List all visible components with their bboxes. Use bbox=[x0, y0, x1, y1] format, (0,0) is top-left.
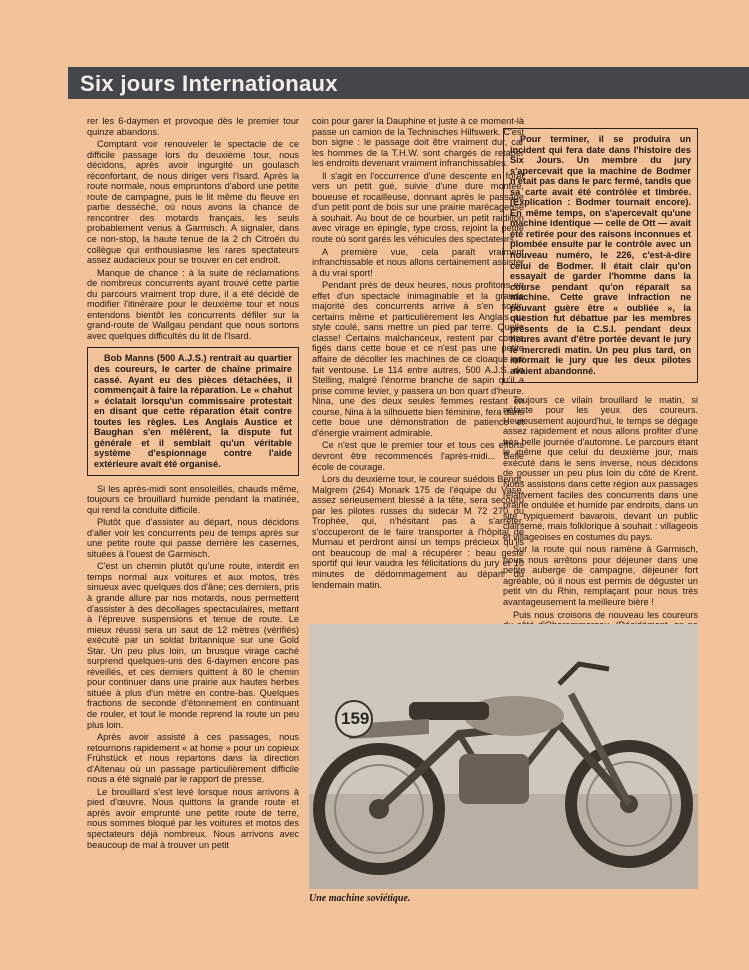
paragraph: Pendant près de deux heures, nous profitons en effet d'un spectacle inimaginable et la grande majorité des concurrents arrive à s'en sortir, certains même et particulièrement les Anglais au style coulé, sans mettre un pied par terre. Quelle classe! Certains malchanceux, restent par contre figés dans cette boue et ce n'est pas une petite affaire de décoller les machines de ce cloaque qui fait ventouse. Le 114 entre autres, 500 A.J.S. de Stelling, malgré l'énorme branche de sapin qu'il a prise comme levier, y passera un bon quart d'heure. Nina, une des deux seules femmes restant en course, Nina à la silhouette bien féminine, fera dans cette boue une démonstration de patience et d'énergie vraiment admirable. bbox=[312, 280, 524, 438]
paragraph: Ce n'est que le premier tour et tous ces efforts devront être recommencés l'après-midi... Belle école de courage. bbox=[312, 440, 524, 472]
paragraph: A première vue, cela paraît vraiment infranchissable et nous allons certainement assister à du vrai sport! bbox=[312, 246, 524, 278]
paragraph: Plutôt que d'assister au départ, nous décidons d'aller voir les concurrents peu de temps après sur une petite route qui passe derrière les casernes, situées à l'ouest de Garmisch. bbox=[87, 517, 299, 559]
photo-caption: Une machine soviétique. bbox=[309, 893, 411, 904]
paragraph: Manque de chance : à la suite de réclamations de nombreux concurrents ayant trouvé cette partie du parcours vraiment trop dure, il a été décidé de modifier l'itinéraire pour le deuxième tour et nous entendons bientôt les concurrents défiler sur la grand-route de Wallgau pendant que nous sortons avec quelques difficultés du lit de l'Isard. bbox=[87, 267, 299, 341]
column-2 bbox=[312, 116, 524, 592]
paragraph: Il s'agit en l'occurrence d'une descente en forêt vers un petit gué, suivie d'une dure montée, boueuse et rocailleuse, donnant après le passage d'un petit pont de bois sur une prairie marécageuse à souhait. Au bout de ce bourbier, un petit raidillon avec virage en épingle, type cross, rejoint la petite route où sont garés les véhicules des spectateurs. bbox=[312, 170, 524, 245]
paragraph: Après avoir assisté à ces passages, nous retournons rapidement « at home » pour un copieux Frühstück et nous repartons dans la direction d'Altenau où un passage particulièrement difficile nous a été signalé par le rapport de presse. bbox=[87, 732, 299, 785]
paragraph: Lors du deuxième tour, le coureur suédois Bengt, Malgrem (264) Monark 175 de l'équipe du Vase, assez sérieusement blessé à la tête, sera secouru par les pilotes russes du sidecar M 72 270 du Trophée, qui, n'hésitant pas à s'arrêter, s'occuperont de le faire transporter à l'hôpital de Murnau et perdront ainsi un temps précieux qu'ils ont beaucoup de mal à récupérer : beau geste sportif qui leur vaudra les félicitations du jury et 10 minutes de dédommagement au départ du lendemain matin. bbox=[312, 474, 524, 590]
column-1 bbox=[87, 116, 299, 852]
paragraph: Si les après-midi sont ensoleillés, chauds même, toujours ce brouillard humide pendant la matinée, qui rend la conduite difficile. bbox=[87, 483, 299, 515]
race-number-plate: 159 bbox=[341, 709, 370, 728]
boxed-note-text: Bob Manns (500 A.J.S.) rentrait au quartier des coureurs, le carter de chaîne primaire cassé. Ayant eu des pièces détachées, il commençait à faire la réparation. Le « chahut » éclatait lorsqu'un commissaire protestait en disant que cette réparation était contre toutes les règles. Les Anglais Austice et Baughan s'en mêlèrent, la dispute fut générale et il semblait qu'un véritable système d'espionnage contre l'aide extérieure avait été organisé. bbox=[94, 353, 292, 469]
motorcycle-photo bbox=[309, 624, 698, 889]
paragraph: rer les 6-daymen et provoque dès le premier tour quinze abandons. bbox=[87, 116, 299, 137]
paragraph: Sur la route qui nous ramène à Garmisch, nous nous arrêtons pour déjeuner dans une petite auberge de campagne, déjeuner fort agréable, où il nous est permis de déguster un petit vin du Rhin, remplaçant pour nous très avantageusement la meilleure bière ! bbox=[503, 544, 698, 607]
paragraph: Le brouillard s'est levé lorsque nous arrivons à pied d'œuvre. Nous quittons la grande route et après avoir emprunté une petite route de terre, nous sommes bloqué par les voitures et motos des spectateurs déjà nombreux. Nous arrivons avec beaucoup de mal à trouver un petit bbox=[87, 786, 299, 850]
paragraph: C'est un chemin plutôt qu'une route, interdit en temps normal aux voitures et aux motos, très sinueux avec quelques dos d'âne; ces derniers, pris à grande allure par nos motards, nous permettent d'assister à des décollages spectaculaires, mettant à l'épreuve suspensions et tenue de route. Le mieux réussi sera un saut de 12 mètres (vérifiés) exécuté par un soldat britannique sur une Gold Star. Un peu plus loin, un brusque virage caché surprend quelques-uns des 6-daymen encore pas réveillés, et ces derniers quittent à 80 le chemin pour continuer dans une prairie aux hautes herbes située à plus d'un mètre en contre-bas. Quelques fractions de seconde d'étonnement en continuant de rouler, et tout le monde reprend la route un peu plus loin. bbox=[87, 561, 299, 730]
paragraph: Toujours ce vilain brouillard le matin, si néfaste pour les yeux des coureurs. Heureusement aujourd'hui, le temps se dégage assez rapidement et nous allons profiter d'une très belle journée d'automne. Le parcours étant le même que celui du deuxième jour, mais exécuté dans le sens inverse, nous décidons de pousser un peu plus loin du côté de Krent. Nous assistons dans cette région aux passages relativement faciles des concurrents dans une prairie ondulée et humide par endroits, dans un site typiquement bavarois, devant un public clairsemé, mais folklorique à souhait : villageois et villageoises en costumes du pays. bbox=[503, 394, 698, 542]
page-title: Six jours Internationaux bbox=[80, 71, 338, 96]
column-3 bbox=[503, 116, 698, 654]
paragraph: Comptant voir renouveler le spectacle de ce difficile passage lors du deuxième tour, nous décidons, après avoir ingurgité un goulasch réconfortant, de nous diriger vers l'Isard. Après la route normale, nous empruntons d'abord une petite route de campagne, puis le lit même du fleuve en partie desséché, où nous avons la chance de rencontrer des motards français, les seuls probablement venus à Garmisch. A signaler, dans ce non-stop, la haute tenue de la 2 ch Citroën du collègue qui enthousiasme les rares spectateurs assez audacieux pour se trouver en cet endroit. bbox=[87, 139, 299, 266]
boxed-note bbox=[503, 128, 698, 383]
boxed-note bbox=[87, 347, 299, 475]
paragraph: coin pour garer la Dauphine et juste à ce moment-là passe un camion de la Technisches Hilfswerk. C'est bon signe : le passage doit être vraiment dur, car les hommes de la T.H.W. sont chargés de retaper les endroits devenant vraiment infranchissables. bbox=[312, 116, 524, 169]
boxed-note-text: Pour terminer, il se produira un incident qui fera date dans l'histoire des Six Jours. Un membre du jury s'apercevait que la machine de Bodmer n'était pas dans le parc fermé, tandis que sa carte avait été contrôlée et timbrée. (Explication : Bodmer tournait encore). En même temps, on s'apercevait qu'une machine identique — celle de Ott — avait été retirée pour des raisons inconnues et plombée ensuite par le contrôle avec un nouveau numéro, le 226, c'est-à-dire celui de Bodmer. Il était clair qu'on essayait de garder l'homme dans la course pendant qu'on réparait sa machine. Cette grave infraction ne pouvant guère être « oubliée », la question fut débattue par les membres présents de la C.S.I. pendant deux heures avant d'être portée devant le jury le mercredi matin. Un peu plus tard, on informait le jury que les deux pilotes avaient abandonné. bbox=[510, 134, 691, 377]
paragraph: Puis nous croisons de nouveau les coureurs bbox=[513, 609, 698, 620]
